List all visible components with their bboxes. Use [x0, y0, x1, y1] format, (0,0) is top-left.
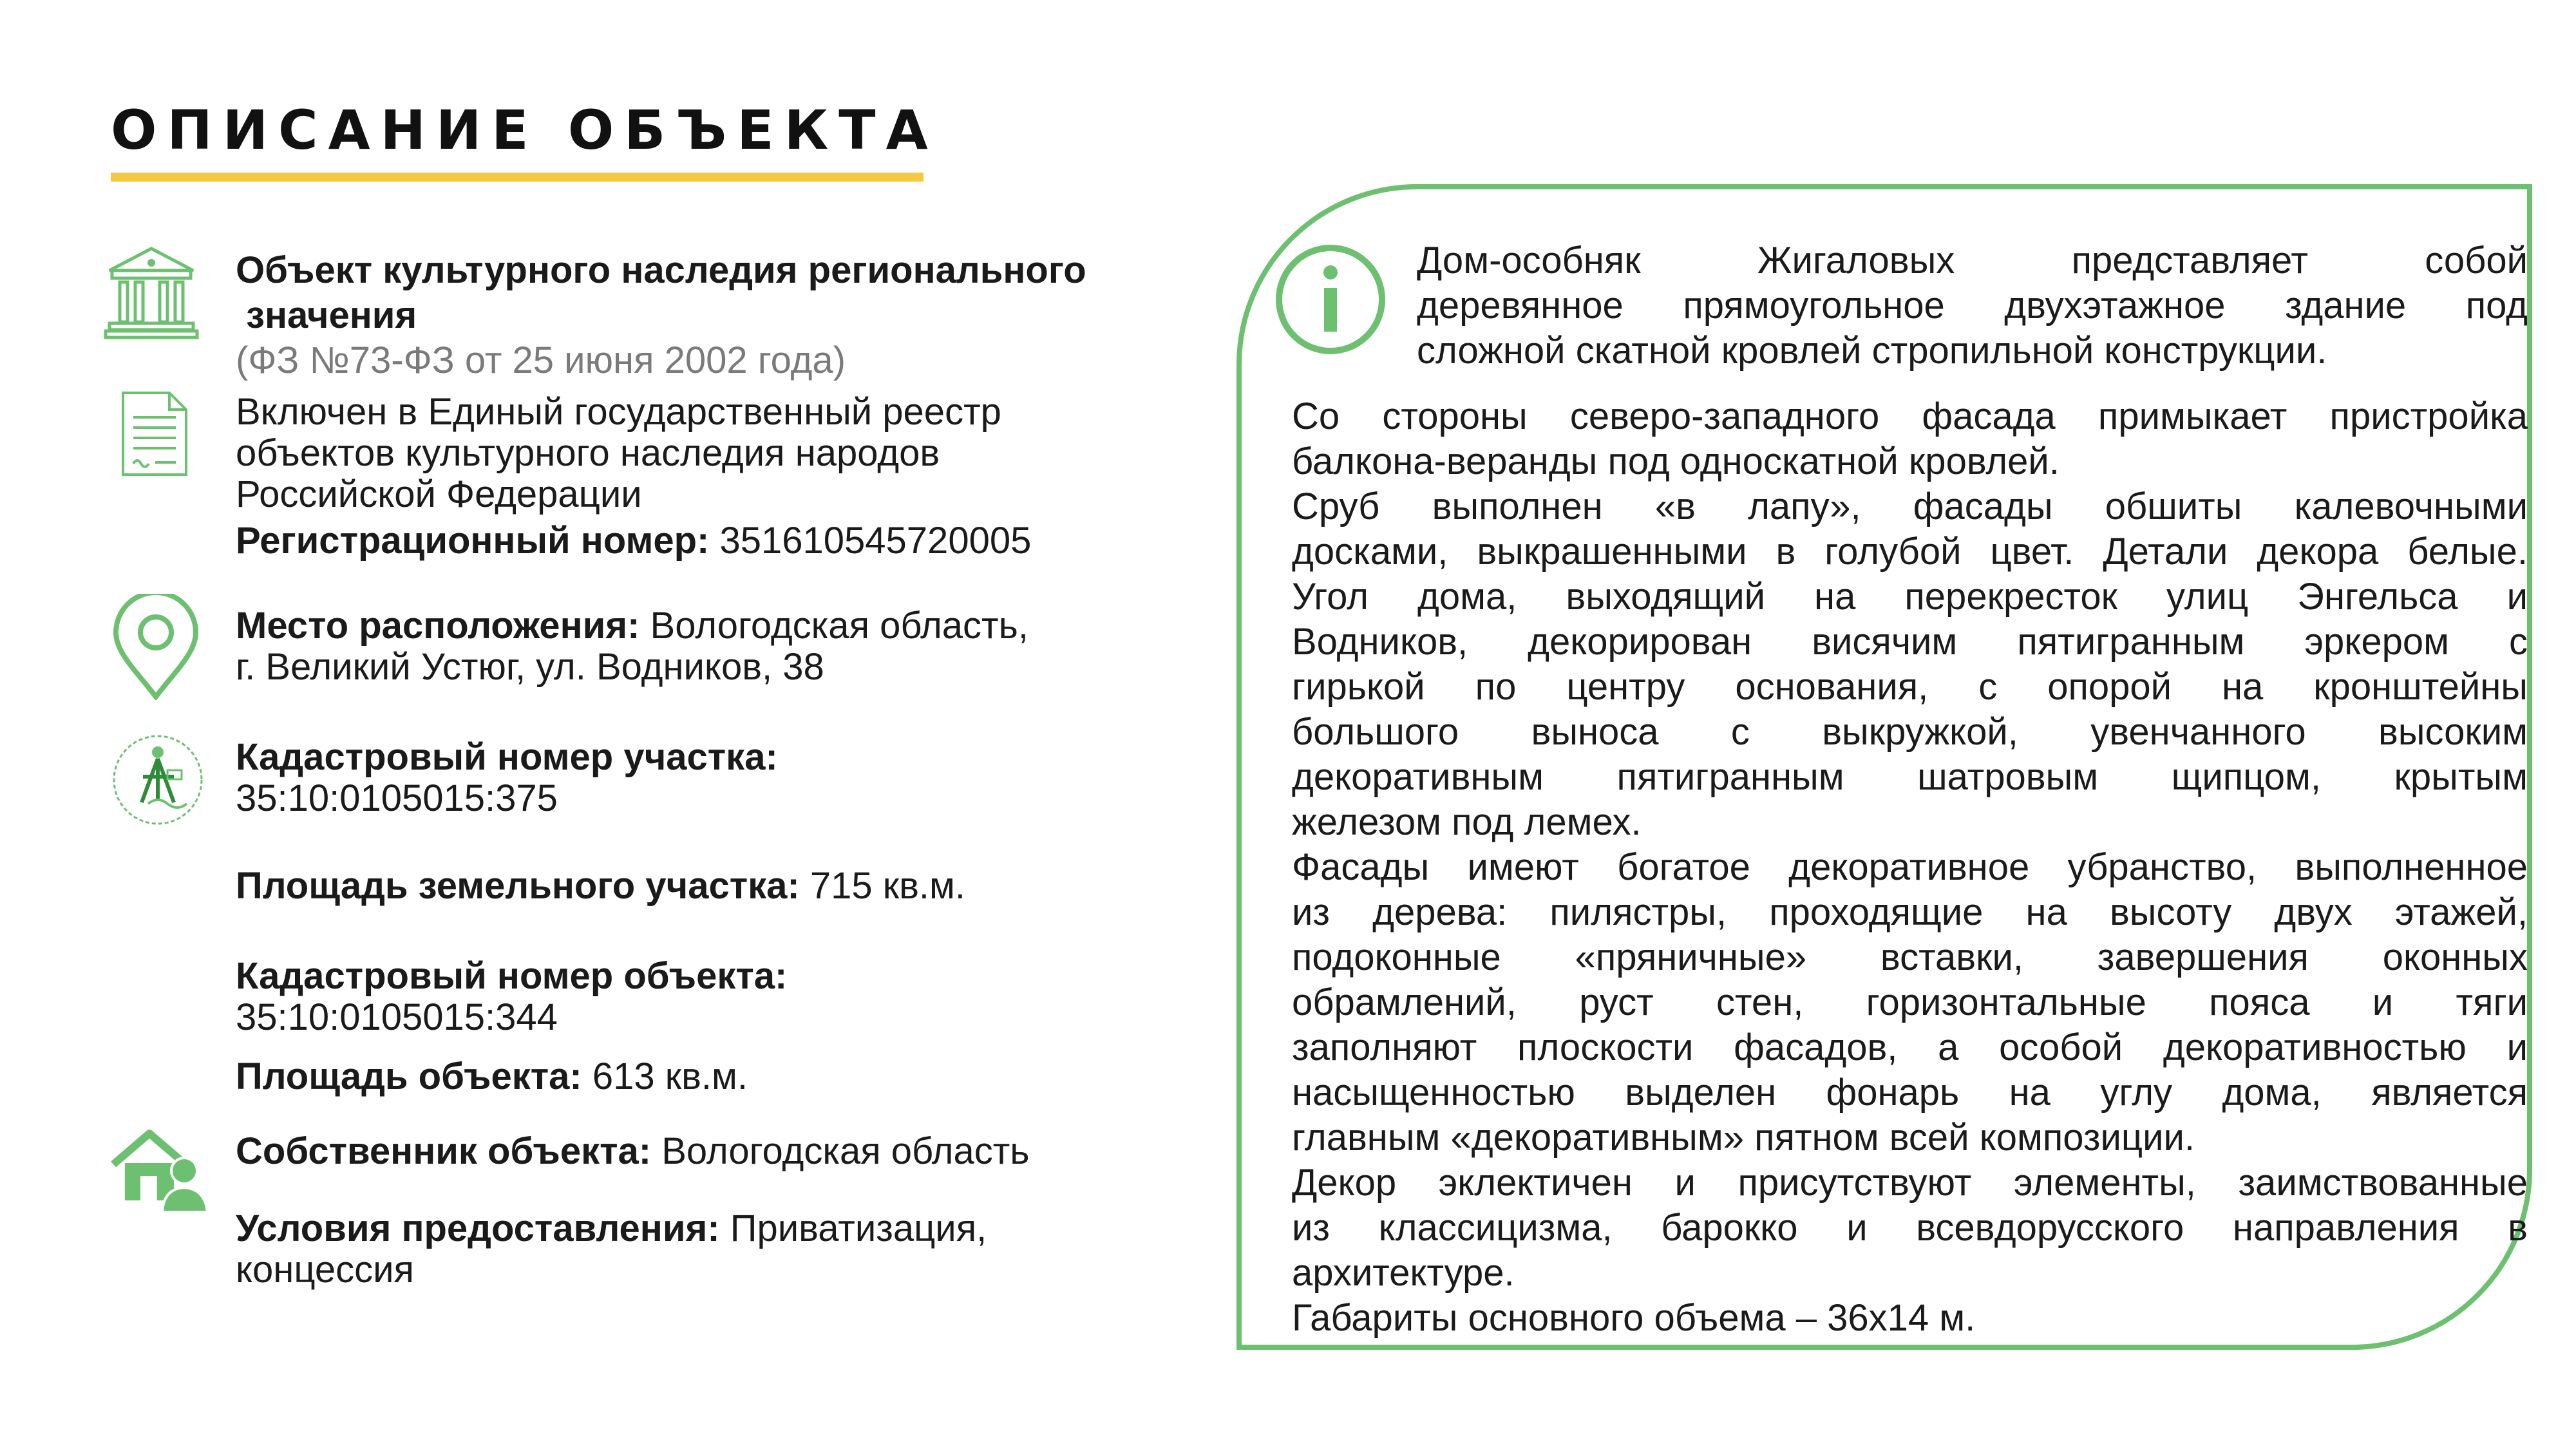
body-line: обрамлений, руст стен, горизонтальные пояса и тяги — [1292, 981, 2528, 1023]
body-line: декоративным пятигранным шатровым щипцом, крытым — [1292, 756, 2528, 798]
body-line: гирькой по центру основания, с опорой на кронштейны — [1292, 666, 2528, 708]
body-line: из классицизма, барокко и всевдорусского направления в — [1292, 1207, 2528, 1249]
owner-line — [236, 1131, 1030, 1172]
body-line: Водников, декорирован висячим пятигранным эркером с — [1292, 621, 2528, 663]
body-line: заполняют плоскости фасадов, а особой декоративностью и — [1292, 1027, 2528, 1068]
object-area-label: Площадь объекта: — [236, 1056, 582, 1097]
location-pin-icon — [111, 594, 201, 700]
title-underline — [111, 173, 923, 182]
info-icon — [1273, 242, 1388, 357]
plot-area — [236, 866, 965, 907]
body-line: Фасады имеют богатое декоративное убранство, выполненное — [1292, 846, 2528, 888]
heritage-law: (ФЗ №73-ФЗ от 25 июня 2002 года) — [236, 339, 846, 381]
registry-line3: Российской Федерации — [236, 473, 642, 515]
body-line: Угол дома, выходящий на перекресток улиц Энгельса и — [1292, 576, 2528, 618]
intro-line: сложной скатной кровлей стропильной конструкции. — [1417, 330, 2327, 372]
registration-value: 351610545720005 — [709, 520, 1032, 562]
plot-cadastre-label: Кадастровый номер участка: — [236, 736, 778, 778]
terms-label: Условия предоставления: — [236, 1208, 720, 1249]
body-line: Габариты основного объема – 36х14 м. — [1292, 1297, 1976, 1339]
location-line1 — [236, 605, 1028, 647]
body-line: Сруб выполнен «в лапу», фасады обшиты калевочными — [1292, 486, 2528, 527]
body-line: архитектуре. — [1292, 1252, 1515, 1294]
heritage-line1: Объект культурного наследия регионального — [236, 249, 1086, 291]
body-line: железом под лемех. — [1292, 801, 1642, 843]
owner-label: Собственник объекта: — [236, 1130, 652, 1172]
intro-line: деревянное прямоугольное двухэтажное здание под — [1417, 285, 2528, 327]
terms-value2: концессия — [236, 1249, 414, 1291]
body-line: подоконные «пряничные» вставки, завершения оконных — [1292, 936, 2528, 978]
surveyor-icon — [109, 732, 206, 828]
object-cadastre-value: 35:10:0105015:344 — [236, 996, 558, 1038]
object-area-value: 613 кв.м. — [582, 1056, 748, 1097]
location-value2: г. Великий Устюг, ул. Водников, 38 — [236, 646, 824, 688]
location-value1: Вологодская область, — [639, 605, 1028, 647]
body-line: Декор эклектичен и присутствуют элементы, заимствованные — [1292, 1162, 2528, 1204]
location-label: Место расположения: — [236, 605, 640, 647]
plot-area-label: Площадь земельного участка: — [236, 865, 800, 907]
terms-value1: Приватизация, — [719, 1208, 987, 1249]
body-line: Со стороны северо-западного фасада примыкает пристройка — [1292, 395, 2528, 437]
panel-body — [1292, 394, 2528, 1341]
body-line: главным «декоративным» пятном всей композиции. — [1292, 1117, 2195, 1159]
page-title: ОПИСАНИЕ ОБЪЕКТА — [111, 99, 938, 162]
body-line: большого выноса с выкружкой, увенчанного высоким — [1292, 711, 2528, 753]
body-line: балкона-веранды под односкатной кровлей. — [1292, 440, 2060, 482]
terms-line — [236, 1208, 987, 1249]
plot-area-value: 715 кв.м. — [799, 865, 966, 907]
registration-label: Регистрационный номер: — [236, 520, 710, 562]
body-line: насыщенностью выделен фонарь на углу дома, является — [1292, 1072, 2528, 1113]
registry-line1: Включен в Единый государственный реестр — [236, 391, 1001, 433]
intro-line: Дом-особняк Жигаловых представляет собой — [1417, 240, 2528, 281]
object-area — [236, 1056, 748, 1097]
panel-intro — [1417, 238, 2528, 374]
document-icon — [119, 390, 190, 477]
plot-cadastre-value: 35:10:0105015:375 — [236, 777, 558, 819]
heritage-line2: значения — [236, 294, 417, 336]
owner-value: Вологодская область — [651, 1130, 1030, 1172]
registration-number — [236, 520, 1031, 562]
registry-line2: объектов культурного наследия народов — [236, 432, 940, 474]
museum-icon — [103, 243, 200, 340]
house-owner-icon — [109, 1124, 213, 1215]
body-line: из дерева: пилястры, проходящие на высоту двух этажей, — [1292, 891, 2528, 933]
object-cadastre-label: Кадастровый номер объекта: — [236, 955, 788, 997]
body-line: досками, выкрашенными в голубой цвет. Детали декора белые. — [1292, 531, 2528, 573]
